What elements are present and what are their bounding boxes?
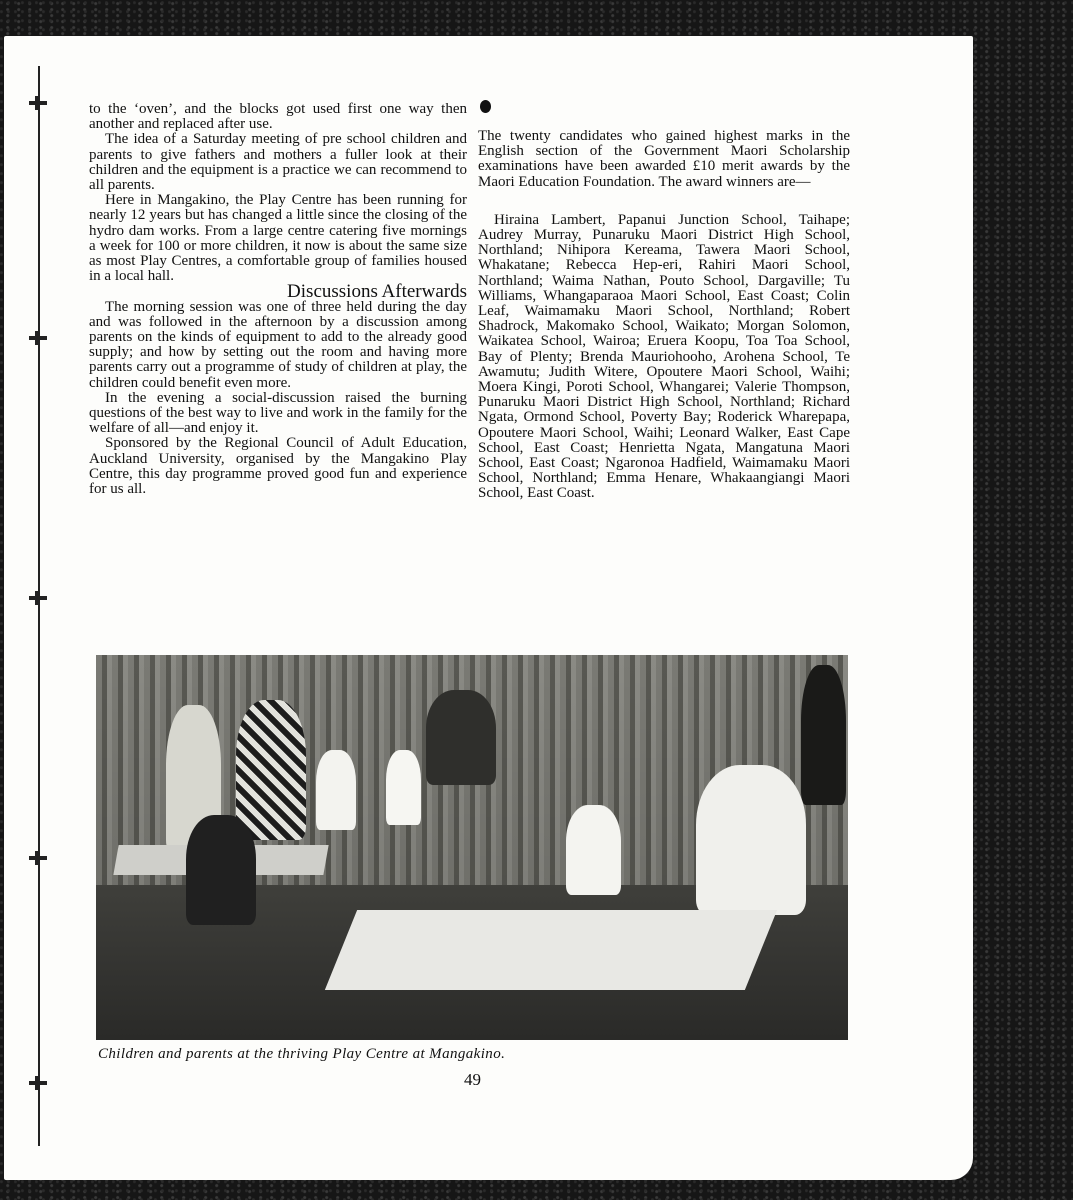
paragraph: The idea of a Saturday meeting of pre school children and parents to give fathers and mothers a fuller look at their children and the equipment is a practice we can recommend to all parents. (89, 131, 467, 194)
binding-stitch (22, 851, 52, 865)
photo-figure (696, 765, 806, 915)
play-centre-photo (96, 655, 848, 1040)
photo-caption: Children and parents at the thriving Play Centre at Mangakino. (98, 1046, 506, 1062)
binding-line (38, 66, 40, 1146)
binding-stitch (22, 331, 52, 345)
binding-stitch (22, 96, 52, 110)
binding-stitch (22, 591, 52, 605)
right-column (478, 100, 850, 502)
photo-figure (236, 700, 306, 840)
bullet-icon (480, 100, 491, 113)
paragraph: The morning session was one of three held during the day and was followed in the afternoon by a discussion among parents on the kinds of equipment to add to the already good supply; and how by setting out the room and having more parents carry out a programme of study of children at play, the children could benefit even more. (89, 298, 467, 391)
page-number: 49 (464, 1070, 481, 1089)
photo-figure (186, 815, 256, 925)
photo-figure (566, 805, 621, 895)
left-column (89, 102, 467, 497)
paragraph: Sponsored by the Regional Council of Adult Education, Auckland University, organised by the Mangakino Play Centre, this day programme proved good fun and experience for us all. (89, 435, 467, 498)
paragraph: In the evening a social-discussion raised the burning questions of the best way to live and work in the family for the welfare of all—and enjoy it. (89, 389, 467, 437)
photo-figure (386, 750, 421, 825)
photo-figure (316, 750, 356, 830)
photo-figure (426, 690, 496, 785)
paragraph: Here in Mangakino, the Play Centre has been running for nearly 12 years but has changed a little since the closing of the hydro dam works. From a large centre catering five mornings a week for 100 or more children, it now is about the same size as most Play Centres, a comfortable group of families housed in a local hall. (89, 192, 467, 285)
photo-table (325, 910, 777, 990)
section-heading: Discussions Afterwards (287, 281, 467, 303)
photo-figure (801, 665, 846, 805)
binding-stitch (22, 1076, 52, 1090)
intro-paragraph: The twenty candidates who gained highest marks in the English section of the Government Maori Scholarship examinations have been awarded £10 merit awards by the Maori Education Foundation. The award winners are— (478, 128, 850, 190)
winners-list: Hiraina Lambert, Papanui Junction School, Taihape; Audrey Murray, Punaruku Maori District High School, Northland; Nihipora Kereama, Tawera Maori School, Whakatane; Rebecca Hep-eri, Rahiri Maori School, Northland; Waima Nathan, Pouto School, Dargaville; Tu Williams, Whangaparaoa Maori School, East Coast; Colin Leaf, Waimamaku Maori School, Northland; Robert Shadrock, Makomako School, Waikato; Morgan Solomon, Waikatea School, Wairoa; Eruera Koopu, Toa Toa School, Bay of Plenty; Brenda Mauriohooho, Arohena School, Te Awamutu; Judith Witere, Opoutere Maori School, Waihi; Moera Kingi, Poroti School, Whangarei; Valerie Thompson, Punaruku Maori District High School, Northland; Richard Ngata, Ormond School, Poverty Bay; Roderick Wharepapa, Opoutere Maori School, Waihi; Leonard Walker, East Cape School, East Coast; Henrietta Ngata, Mangatuna Maori School, East Coast; Ngaronoa Hadfield, Waimamaku Maori School, Northland; Emma Henare, Whakaangiangi Maori School, East Coast. (478, 211, 850, 502)
paragraph: to the ‘oven’, and the blocks got used first one way then another and replaced after use. (89, 101, 467, 133)
